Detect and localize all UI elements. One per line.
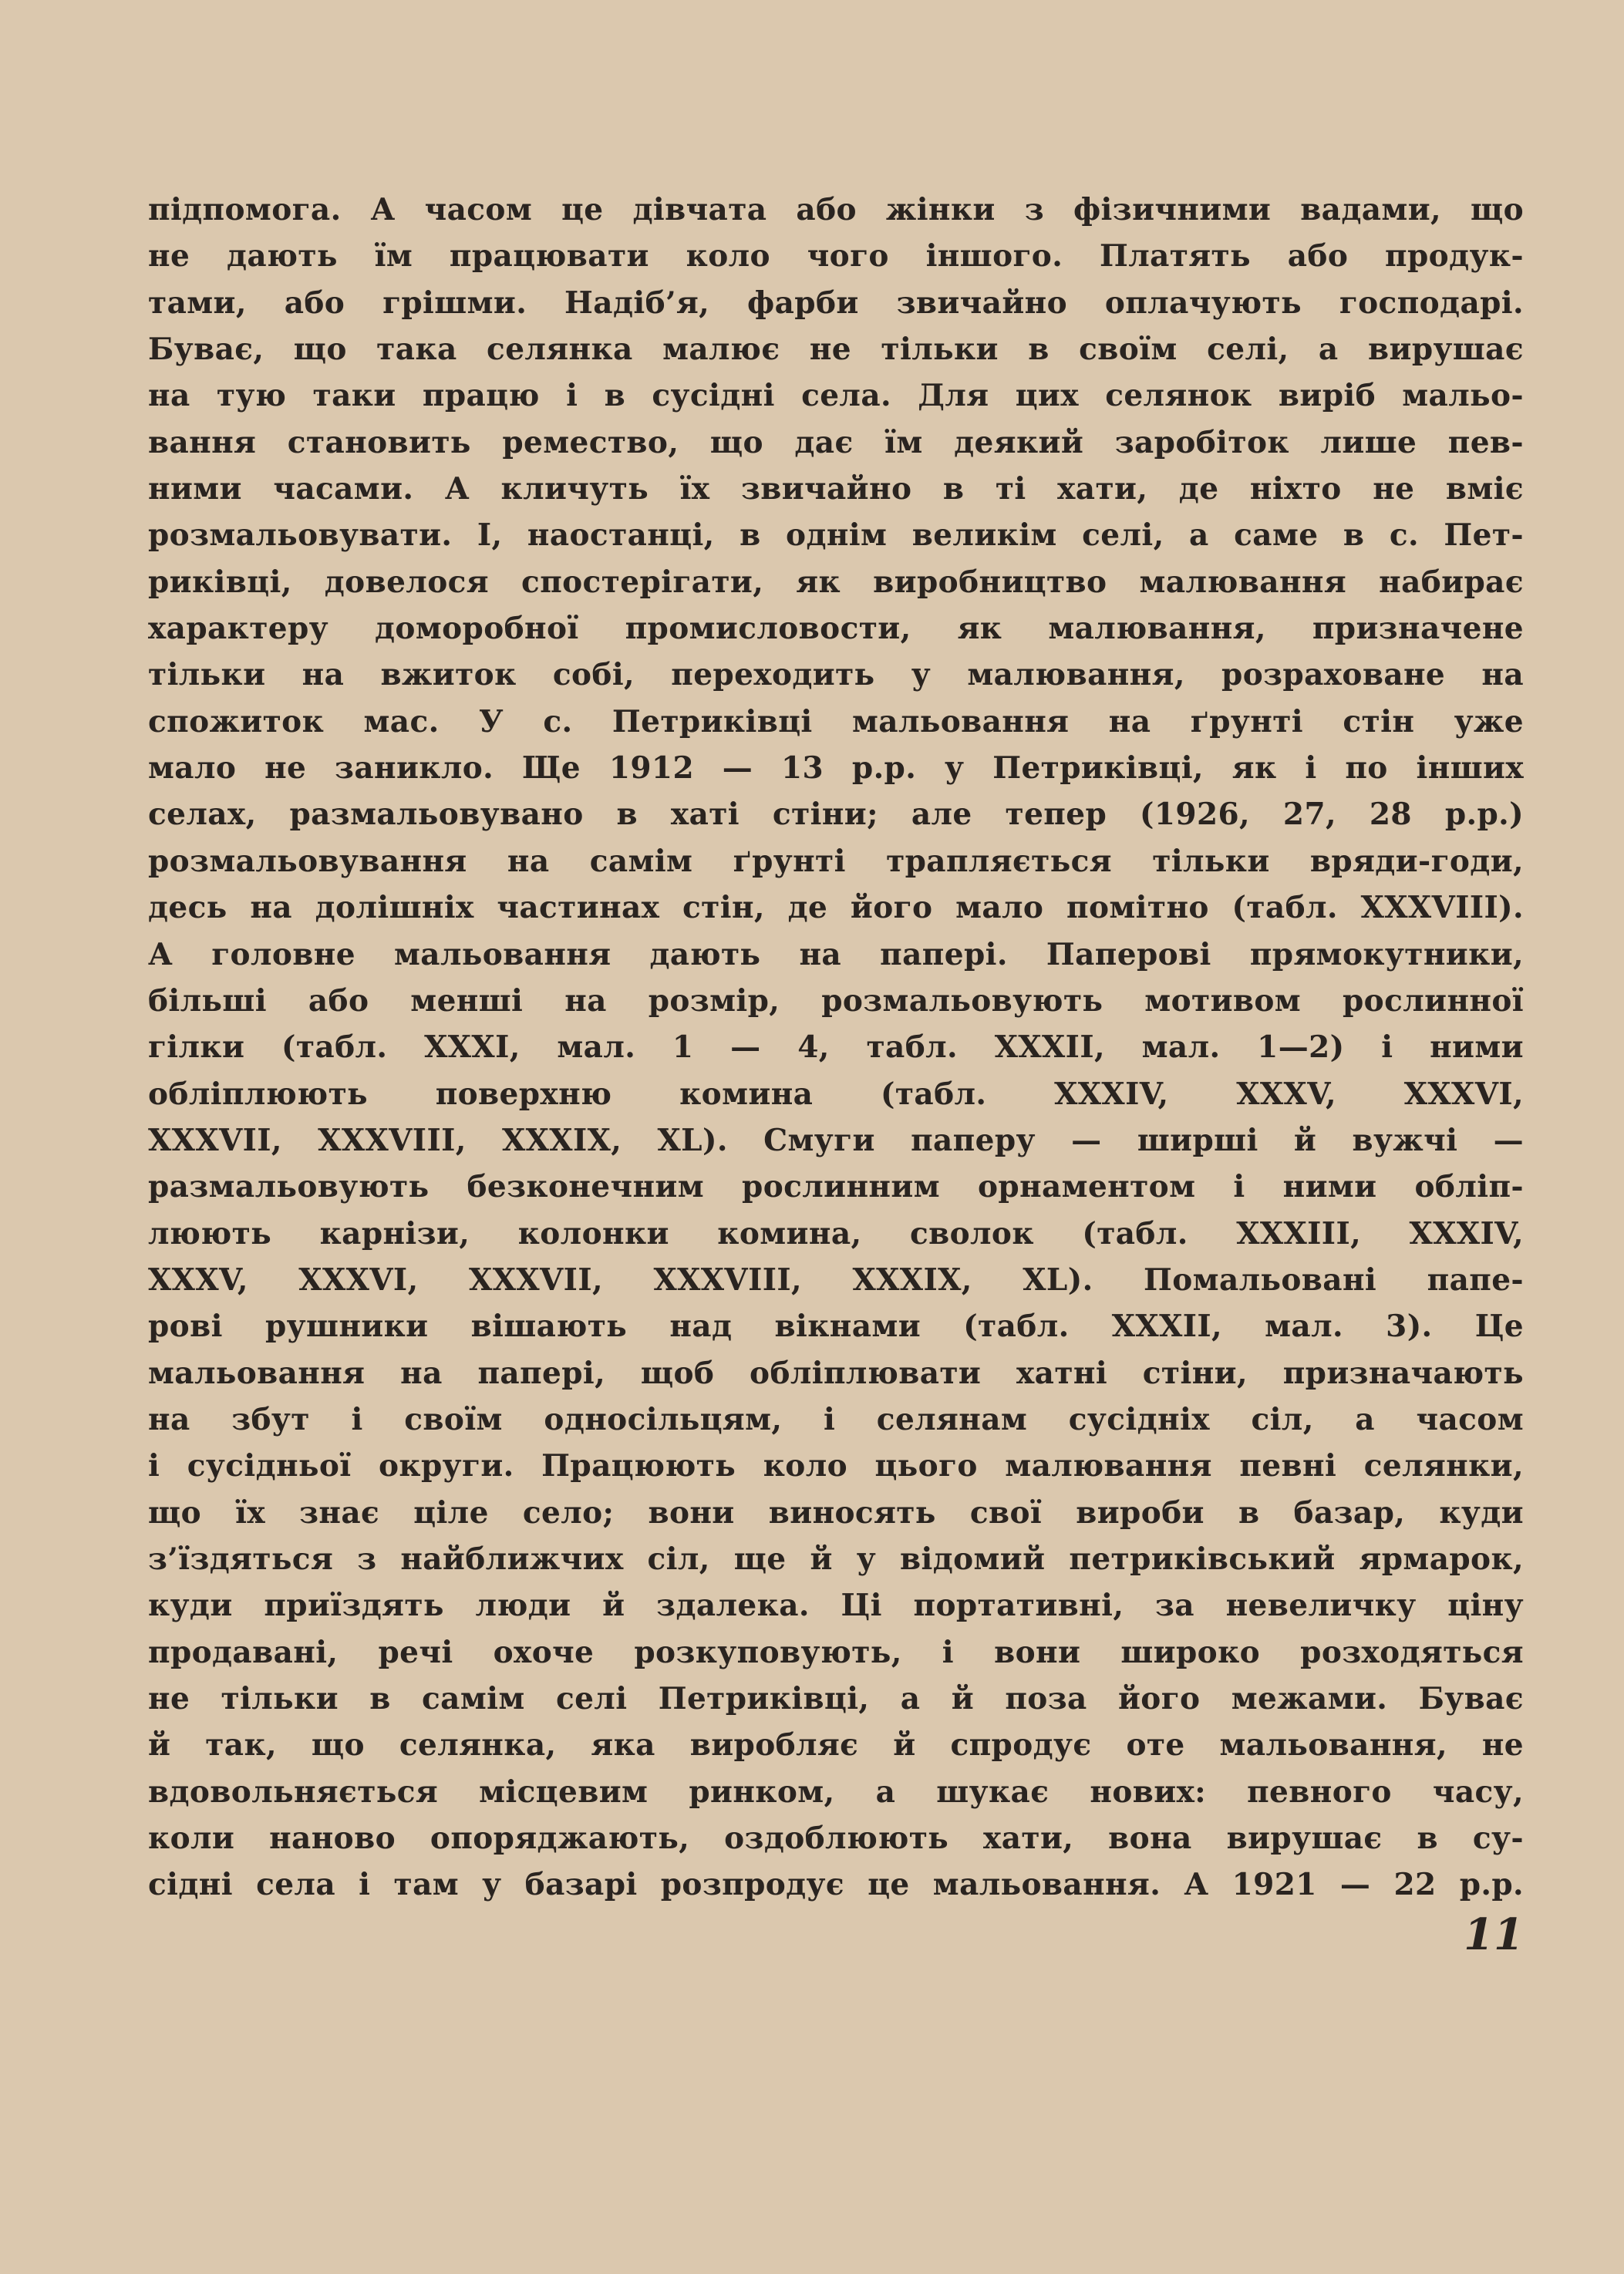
text-line: мальовання на папері, щоб обліплювати хатні стіни, призначають [148,1355,1524,1391]
text-line: гілки (табл. XXXI, мал. 1 — 4, табл. XXXII, мал. 1—2) і ними [148,1029,1524,1066]
text-line: обліплюють поверхню комина (табл. XXXIV, XXXV, XXXVI, [148,1076,1524,1112]
text-line: риківці, довелося спостерігати, як виробництво малювання набирає [148,564,1524,600]
text-line: не тільки в самім селі Петриківці, а й поза його межами. Буває [148,1681,1524,1716]
text-line: люють карнізи, колонки комина, сволок (табл. XXXIII, XXXIV, [148,1215,1524,1252]
text-line: не дають їм працювати коло чого іншого. Платять або продук- [148,238,1524,275]
text-line: продавані, речі охоче розкуповують, і вони широко розходяться [148,1634,1524,1670]
body-text [148,187,1524,1908]
text-line: на збут і своїм односільцям, і селянам сусідніх сіл, а часом [148,1401,1524,1437]
text-line: коли наново опоряджають, оздоблюють хати, вона вирушає в су- [148,1821,1524,1857]
text-line: розмальовування на самім ґрунті трапляється тільки вряди-годи, [148,843,1524,879]
text-line: XXXVII, XXXVIII, XXXIX, XL). Смуги паперу — ширші й вужчі — [148,1122,1524,1158]
text-line: селах, размальовувано в хаті стіни; але тепер (1926, 27, 28 р.р.) [148,797,1524,833]
page-number: 11 [1464,1909,1524,1960]
text-line: і сусідньої округи. Працюють коло цього малювання певні селянки, [148,1448,1524,1484]
text-line: Буває, що така селянка малює не тільки в своїм селі, а вирушає [148,332,1524,368]
text-line: на тую таки працю і в сусідні села. Для цих селянок виріб мальо- [148,378,1524,414]
text-line: вдовольняється місцевим ринком, а шукає нових: певного часу, [148,1774,1524,1810]
text-line: з’їздяться з найближчих сіл, ще й у відомий петриківський ярмарок, [148,1541,1524,1577]
text-line: куди приїздять люди й здалека. Ці портативні, за невеличку ціну [148,1588,1524,1624]
text-line: рові рушники вішають над вікнами (табл. XXXII, мал. 3). Це [148,1309,1524,1345]
text-line: спожиток мас. У с. Петриківці мальовання на ґрунті стін уже [148,703,1524,739]
text-line: размальовують безконечним рослинним орнаментом і ними обліп- [148,1169,1524,1205]
text-line: сідні села і там у базарі розпродує це мальовання. А 1921 — 22 р.р. [148,1867,1524,1903]
text-line: розмальовувати. І, наостанці, в однім великім селі, а саме в с. Пет- [148,517,1524,554]
text-line: тільки на вжиток собі, переходить у малювання, розраховане на [148,657,1524,693]
text-line: мало не заникло. Ще 1912 — 13 р.р. у Петриківці, як і по інших [148,750,1524,787]
text-line: XXXV, XXXVI, XXXVII, XXXVIII, XXXIX, XL). Помальовані папе- [148,1262,1524,1298]
text-line: підпомога. А часом це дівчата або жінки з фізичними вадами, що [148,192,1524,227]
text-line: більші або менші на розмір, розмальовують мотивом рослинної [148,982,1524,1019]
text-line: характеру доморобної промисловости, як малювання, призначене [148,611,1524,647]
text-line: й так, що селянка, яка виробляє й спродує оте мальовання, не [148,1727,1524,1764]
text-line: вання становить ремество, що дає їм деякий заробіток лише пев- [148,424,1524,460]
text-line: А головне мальовання дають на папері. Паперові прямокутники, [148,936,1524,972]
text-line: що їх знає ціле село; вони виносять свої вироби в базар, куди [148,1494,1524,1531]
text-line: десь на долішніх частинах стін, де його мало помітно (табл. XXXVIII). [148,890,1524,926]
text-line: тами, або грішми. Надіб’я, фарби звичайно оплачують господарі. [148,285,1524,321]
text-line: ними часами. А кличуть їх звичайно в ті хати, де ніхто не вміє [148,471,1524,507]
